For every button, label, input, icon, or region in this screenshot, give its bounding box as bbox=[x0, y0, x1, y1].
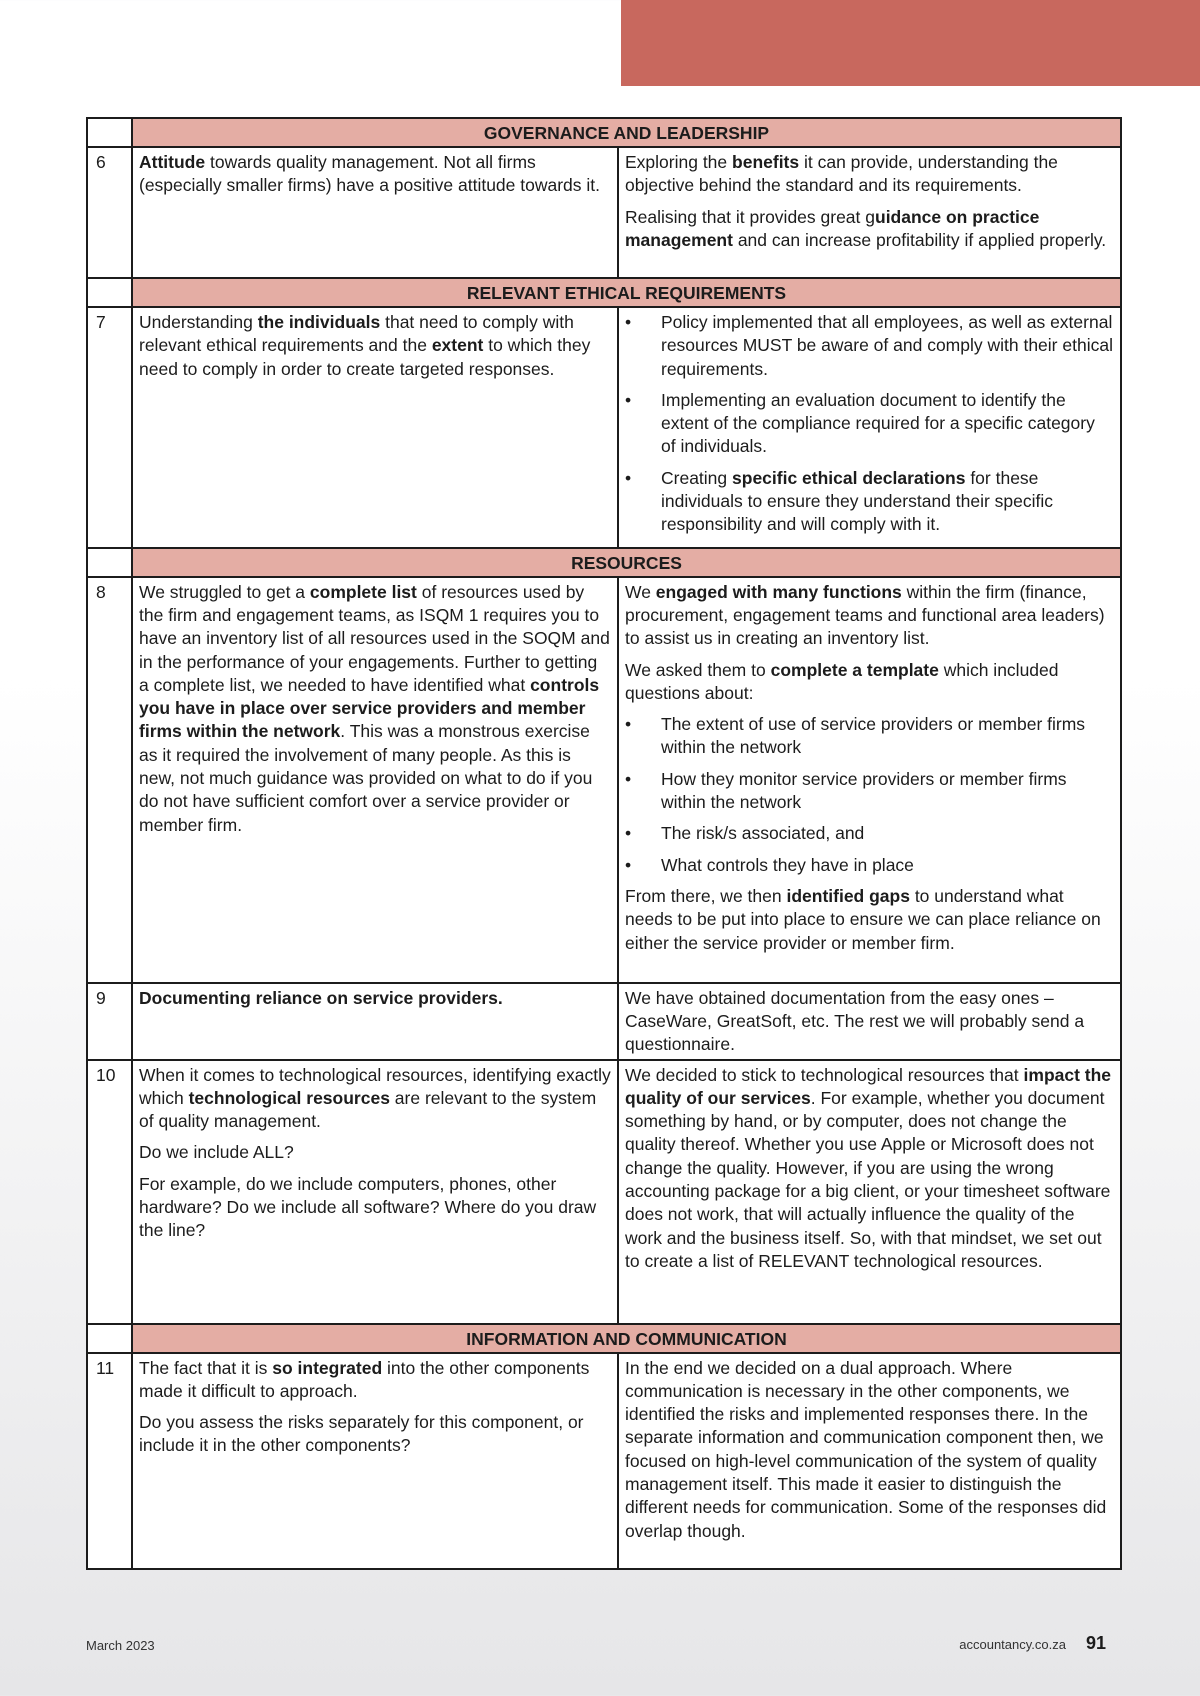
table-row bbox=[87, 307, 1121, 548]
solution-cell: We engaged with many functions within the firm (finance, procurement, engagement teams and functional area leaders) to assist us in creating an inventory list. We asked them to complete a template which included questions about: • The extent of use of service providers or member firms within the network • How they monitor service providers or member firms within the network • The risk/s associated, and • What controls they have in place From there, we then identified gaps to understand what needs to be put into place to ensure we can place reliance on either the service provider or member firm. bbox=[618, 577, 1121, 983]
solution-cell bbox=[618, 307, 1121, 548]
challenge-cell: When it comes to technological resources, identifying exactly which technological resources are relevant to the system of quality management. Do we include ALL? For example, do we include computers, phones, other hardware? Do we include all software? Where do you draw the line? bbox=[132, 1060, 618, 1324]
row-number: 8 bbox=[87, 577, 132, 983]
section-header-resources bbox=[87, 548, 1121, 577]
list-item: • What controls they have in place bbox=[625, 854, 914, 875]
table-row bbox=[87, 577, 1121, 983]
footer-site: accountancy.co.za bbox=[959, 1637, 1066, 1652]
solution-cell: We decided to stick to technological resources that impact the quality of our services. For example, whether you document something by hand, or by computer, does not change the quality thereof. Whether you use Apple or Microsoft does not change the quality. However, if you are using the wrong accounting package for a big client, or your timesheet software does not work, that will actually influence the quality of the work and the business itself. So, with that mindset, we set out to create a list of RELEVANT technological resources. bbox=[618, 1060, 1121, 1324]
list-item: • Implementing an evaluation document to identify the extent of the compliance required for a specific category of individuals. bbox=[625, 389, 1095, 457]
section-title: GOVERNANCE AND LEADERSHIP bbox=[132, 118, 1121, 147]
solution-list bbox=[625, 311, 1114, 537]
solution-cell: We have obtained documentation from the easy ones – CaseWare, GreatSoft, etc. The rest we will probably send a questionnaire. bbox=[618, 983, 1121, 1060]
list-item: • The risk/s associated, and bbox=[625, 823, 865, 844]
table-row bbox=[87, 1353, 1121, 1569]
list-item: • Creating specific ethical declarations for these individuals to ensure they understand their specific responsibility and will comply with it. bbox=[625, 467, 1054, 535]
challenge-cell: Understanding the individuals that need to comply with relevant ethical requirements and the extent to which they need to comply in order to create targeted responses. bbox=[132, 307, 618, 548]
page-number: 91 bbox=[1085, 1633, 1106, 1653]
row-number: 10 bbox=[87, 1060, 132, 1324]
quality-management-table bbox=[86, 117, 1122, 1570]
challenge-cell: Attitude towards quality management. Not all firms (especially smaller firms) have a positive attitude towards it. bbox=[132, 147, 618, 278]
section-title: RESOURCES bbox=[132, 548, 1121, 577]
row-number: 6 bbox=[87, 147, 132, 278]
row-number: 9 bbox=[87, 983, 132, 1060]
solution-cell: In the end we decided on a dual approach. Where communication is necessary in the other components, we identified the risks and implemented responses there. In the separate information and communication component then, we focused on high-level communication of the system of quality management itself. This made it easier to distinguish the different needs for communication. Some of the responses did overlap though. bbox=[618, 1353, 1121, 1569]
quality-management-table-container bbox=[86, 117, 1120, 1570]
solution-cell: Exploring the benefits it can provide, understanding the objective behind the standard and its requirements. Realising that it provides great guidance on practice management and can increase profitability if applied properly. bbox=[618, 147, 1121, 278]
table-row bbox=[87, 1060, 1121, 1324]
footer-right bbox=[959, 1633, 1106, 1654]
section-title: RELEVANT ETHICAL REQUIREMENTS bbox=[132, 278, 1121, 307]
challenge-cell: Documenting reliance on service providers. bbox=[132, 983, 618, 1060]
row-number: 7 bbox=[87, 307, 132, 548]
section-title: INFORMATION AND COMMUNICATION bbox=[132, 1324, 1121, 1353]
footer-date: March 2023 bbox=[86, 1638, 155, 1653]
row-number: 11 bbox=[87, 1353, 132, 1569]
list-item: • How they monitor service providers or member firms within the network bbox=[625, 768, 1067, 813]
solution-list bbox=[625, 713, 1114, 877]
section-header-information bbox=[87, 1324, 1121, 1353]
list-item: • The extent of use of service providers or member firms within the network bbox=[625, 714, 1086, 758]
table-row bbox=[87, 147, 1121, 278]
section-header-governance bbox=[87, 118, 1121, 147]
accent-bar bbox=[621, 0, 1200, 86]
section-header-ethical bbox=[87, 278, 1121, 307]
challenge-cell: We struggled to get a complete list of resources used by the firm and engagement teams, as ISQM 1 requires you to have an inventory list of all resources used in the SOQM and in the performance of your engagements. Further to getting a complete list, we needed to have identified what controls you have in place over service providers and member firms within the network. This was a monstrous exercise as it required the involvement of many people. As this is new, not much guidance was provided on what to do if you do not have sufficient comfort over a service provider or member firm. bbox=[132, 577, 618, 983]
challenge-cell: The fact that it is so integrated into the other components made it difficult to approach. Do you assess the risks separately for this component, or include it in the other components? bbox=[132, 1353, 618, 1569]
table-row bbox=[87, 983, 1121, 1060]
list-item: • Policy implemented that all employees, as well as external resources MUST be aware of and comply with their ethical requirements. bbox=[625, 312, 1113, 379]
